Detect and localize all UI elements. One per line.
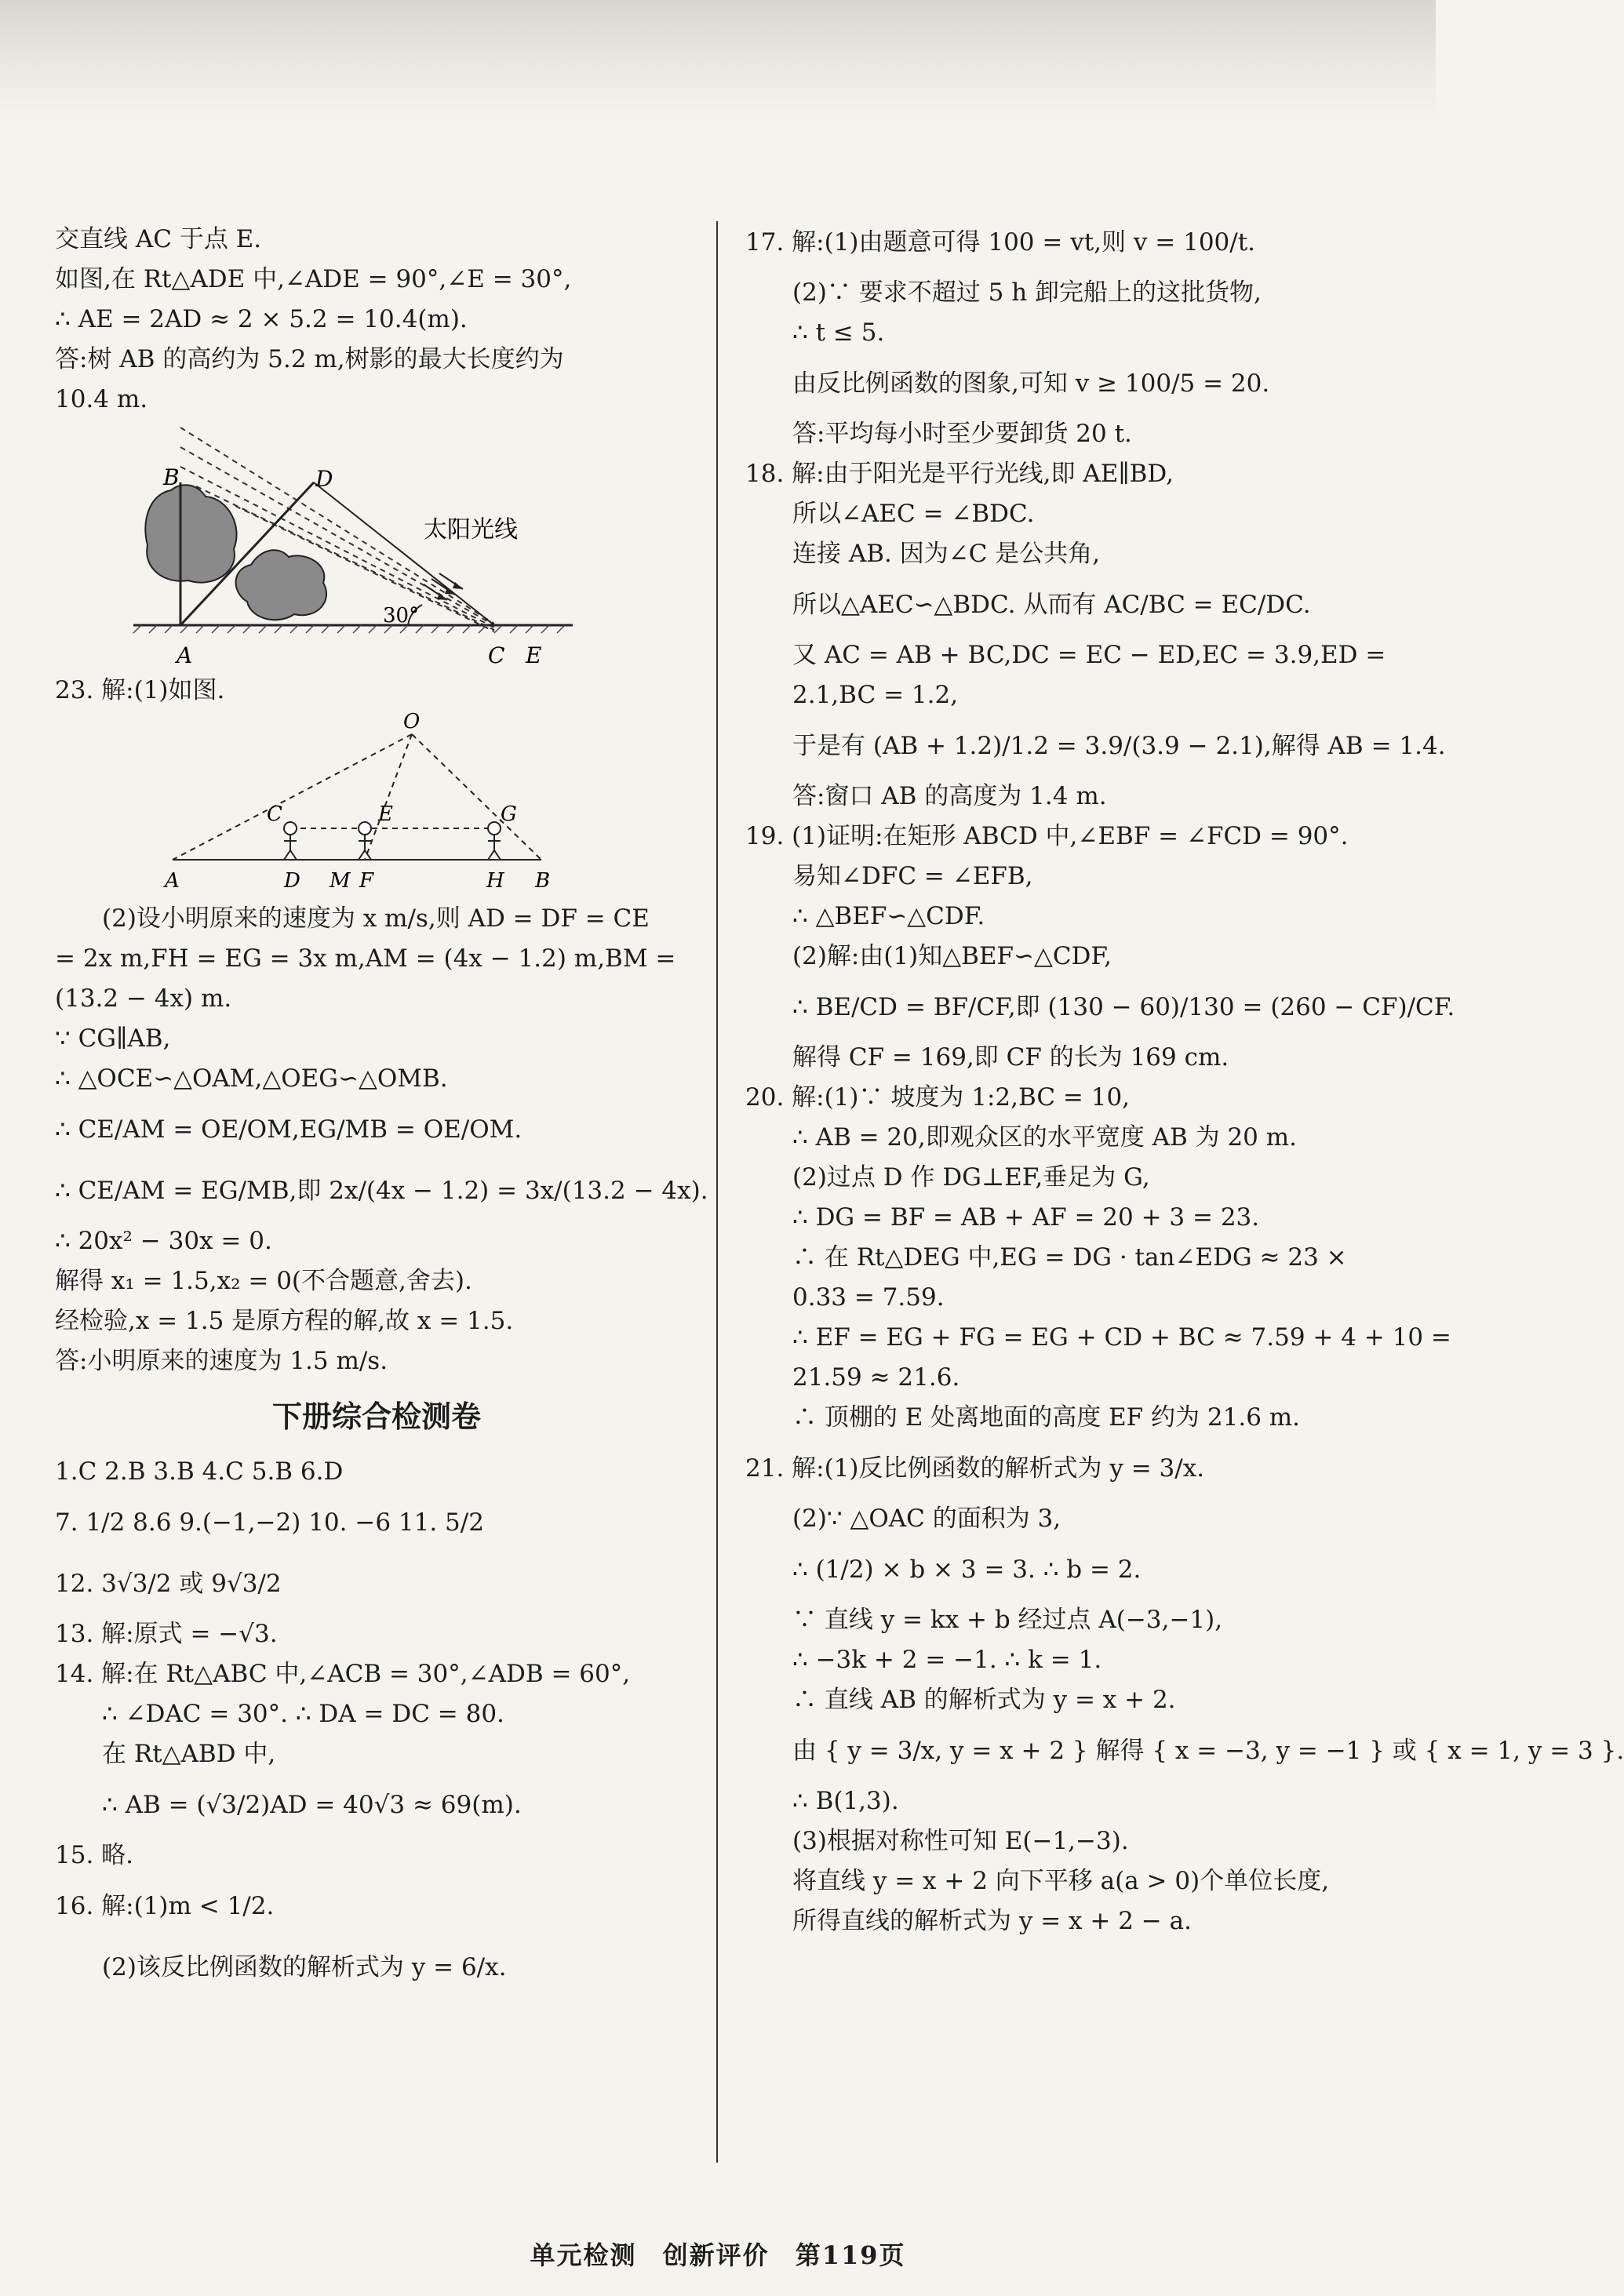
text-line: 如图,在 Rt△ADE 中,∠ADE = 90°,∠E = 30°, xyxy=(55,265,572,293)
text-line: 于是有 (AB + 1.2)/1.2 = 3.9/(3.9 − 2.1),解得 AB = 1.4. xyxy=(792,732,1446,760)
text-line: 交直线 AC 于点 E. xyxy=(55,225,262,253)
text-line: ∴ (1/2) × b × 3 = 3. ∴ b = 2. xyxy=(792,1556,1142,1584)
text-line: ∴ DG = BF = AB + AF = 20 + 3 = 23. xyxy=(792,1203,1260,1232)
text-line: (3)根据对称性可知 E(−1,−3). xyxy=(792,1827,1129,1855)
problem-23-heading: 23. 解:(1)如图. xyxy=(55,676,225,704)
text-line: 将直线 y = x + 2 向下平移 a(a > 0)个单位长度, xyxy=(792,1867,1330,1895)
answer-line: ∴ ∠DAC = 30°. ∴ DA = DC = 80. xyxy=(102,1700,504,1728)
answer-line: 在 Rt△ABD 中, xyxy=(102,1740,276,1768)
text-line: (2)解:由(1)知△BEF∽△CDF, xyxy=(792,942,1112,970)
sunlight-label: 太阳光线 xyxy=(424,516,518,544)
text-line: 2.1,BC = 1.2, xyxy=(792,681,959,709)
text-line: ∴ B(1,3). xyxy=(792,1787,899,1815)
column-divider xyxy=(716,221,718,2163)
label-H: H xyxy=(486,869,504,893)
text-line: 10.4 m. xyxy=(55,385,148,413)
text-line: 19. (1)证明:在矩形 ABCD 中,∠EBF = ∠FCD = 90°. xyxy=(745,822,1349,850)
text-line: 21.59 ≈ 21.6. xyxy=(792,1363,960,1392)
left-column xyxy=(55,220,708,1998)
text-line: 答:平均每小时至少要卸货 20 t. xyxy=(792,420,1132,448)
answer-line: 14. 解:在 Rt△ABC 中,∠ACB = 30°,∠ADB = 60°, xyxy=(55,1660,631,1688)
label-C: C xyxy=(267,802,282,826)
label-F: F xyxy=(359,869,374,893)
angle-label: 30° xyxy=(383,604,420,628)
scan-header-band xyxy=(0,0,1436,118)
answer-line: 1.C 2.B 3.B 4.C 5.B 6.D xyxy=(55,1457,344,1486)
page-footer xyxy=(0,2236,1436,2272)
text-line: 经检验,x = 1.5 是原方程的解,故 x = 1.5. xyxy=(55,1307,514,1335)
text-line: (2)∵ 要求不超过 5 h 卸完船上的这批货物, xyxy=(792,278,1262,307)
text-line: = 2x m,FH = EG = 3x m,AM = (4x − 1.2) m,BM = xyxy=(55,944,676,973)
text-line: 20. 解:(1)∵ 坡度为 1:2,BC = 10, xyxy=(745,1083,1131,1112)
label-A: A xyxy=(165,869,180,893)
answer-line: 13. 解:原式 = −√3. xyxy=(55,1620,278,1648)
label-M: M xyxy=(330,869,351,893)
text-line: 答:窗口 AB 的高度为 1.4 m. xyxy=(792,782,1107,810)
label-E: E xyxy=(378,802,393,826)
text-line: 21. 解:(1)反比例函数的解析式为 y = 3/x. xyxy=(745,1454,1205,1483)
text-line: 所得直线的解析式为 y = x + 2 − a. xyxy=(792,1907,1192,1935)
text-line: ∴ 顶棚的 E 处离地面的高度 EF 约为 21.6 m. xyxy=(792,1403,1301,1432)
text-line: ∴ −3k + 2 = −1. ∴ k = 1. xyxy=(792,1646,1102,1674)
text-line: 17. 解:(1)由题意可得 100 = vt,则 v = 100/t. xyxy=(745,228,1256,257)
streetlight-figure xyxy=(55,711,604,899)
text-line: ∴ t ≤ 5. xyxy=(792,318,885,347)
text-line: ∴ 在 Rt△DEG 中,EG = DG · tan∠EDG ≈ 23 × xyxy=(792,1243,1347,1272)
section-title: 下册综合检测卷 xyxy=(271,1399,481,1434)
label-A: A xyxy=(177,642,193,668)
label-E: E xyxy=(526,642,542,668)
text-line: 18. 解:由于阳光是平行光线,即 AE∥BD, xyxy=(745,460,1174,488)
text-line: ∴ CE/AM = EG/MB,即 2x/(4x − 1.2) = 3x/(13.2 − 4x). xyxy=(55,1177,708,1205)
text-line: 答:小明原来的速度为 1.5 m/s. xyxy=(55,1347,388,1375)
answer-line: ∴ AB = (√3/2)AD = 40√3 ≈ 69(m). xyxy=(102,1791,522,1819)
text-line: ∴ 20x² − 30x = 0. xyxy=(55,1227,272,1255)
label-G: G xyxy=(501,802,517,826)
text-line: (2)∵ △OAC 的面积为 3, xyxy=(792,1505,1061,1533)
text-line: ∴ △BEF∽△CDF. xyxy=(792,902,985,930)
label-D: D xyxy=(315,466,333,492)
text-line: ∴ AB = 20,即观众区的水平宽度 AB 为 20 m. xyxy=(792,1123,1298,1152)
text-line: 所以△AEC∽△BDC. 从而有 AC/BC = EC/DC. xyxy=(792,591,1311,619)
text-line: 又 AC = AB + BC,DC = EC − ED,EC = 3.9,ED = xyxy=(792,641,1386,669)
text-line: (2)设小明原来的速度为 x m/s,则 AD = DF = CE xyxy=(102,904,650,933)
text-line: 由 { y = 3/x, y = x + 2 } 解得 { x = −3, y = −1 } 或 { x = 1, y = 3 }. xyxy=(792,1737,1624,1765)
text-line: 解得 CF = 169,即 CF 的长为 169 cm. xyxy=(792,1043,1229,1072)
label-B: B xyxy=(163,464,180,490)
text-line: 解得 x₁ = 1.5,x₂ = 0(不合题意,舍去). xyxy=(55,1267,472,1295)
text-line: (2)过点 D 作 DG⊥EF,垂足为 G, xyxy=(792,1163,1150,1192)
text-line: 答:树 AB 的高约为 5.2 m,树影的最大长度约为 xyxy=(55,345,564,373)
text-line: ∵ 直线 y = kx + b 经过点 A(−3,−1), xyxy=(792,1606,1223,1634)
text-line: ∴ CE/AM = OE/OM,EG/MB = OE/OM. xyxy=(55,1115,523,1144)
answer-line: (2)该反比例函数的解析式为 y = 6/x. xyxy=(102,1953,507,1981)
page-number: 第119页 xyxy=(795,2240,906,2270)
text-line: 易知∠DFC = ∠EFB, xyxy=(792,862,1033,890)
answer-line: 16. 解:(1)m < 1/2. xyxy=(55,1892,275,1920)
right-column xyxy=(745,212,1624,1941)
text-line: 由反比例函数的图象,可知 v ≥ 100/5 = 20. xyxy=(792,369,1270,398)
label-D: D xyxy=(284,869,300,893)
answer-line: 7. 1/2 8.6 9.(−1,−2) 10. −6 11. 5/2 xyxy=(55,1508,484,1537)
footer-left: 单元检测 xyxy=(530,2240,637,2270)
text-line: (13.2 − 4x) m. xyxy=(55,984,232,1013)
text-line: ∴ △OCE∽△OAM,△OEG∽△OMB. xyxy=(55,1064,448,1093)
text-line: ∴ AE = 2AD ≈ 2 × 5.2 = 10.4(m). xyxy=(55,305,468,333)
label-C: C xyxy=(488,642,505,668)
text-line: ∴ EF = EG + FG = EG + CD + BC ≈ 7.59 + 4 + 10 = xyxy=(792,1323,1451,1352)
text-line: ∴ BE/CD = BF/CF,即 (130 − 60)/130 = (260 − CF)/CF. xyxy=(792,993,1455,1021)
answer-line: 12. 3√3/2 或 9√3/2 xyxy=(55,1570,282,1598)
text-line: 0.33 = 7.59. xyxy=(792,1283,945,1312)
text-line: ∴ 直线 AB 的解析式为 y = x + 2. xyxy=(792,1686,1176,1714)
text-line: ∵ CG∥AB, xyxy=(55,1024,171,1053)
footer-middle: 创新评价 xyxy=(662,2240,770,2270)
text-line: 所以∠AEC = ∠BDC. xyxy=(792,500,1035,528)
tree-shadow-figure xyxy=(55,420,604,671)
answer-line: 15. 略. xyxy=(55,1841,134,1869)
label-O: O xyxy=(403,710,421,733)
label-B: B xyxy=(535,869,551,893)
text-line: 连接 AB. 因为∠C 是公共角, xyxy=(792,540,1101,568)
